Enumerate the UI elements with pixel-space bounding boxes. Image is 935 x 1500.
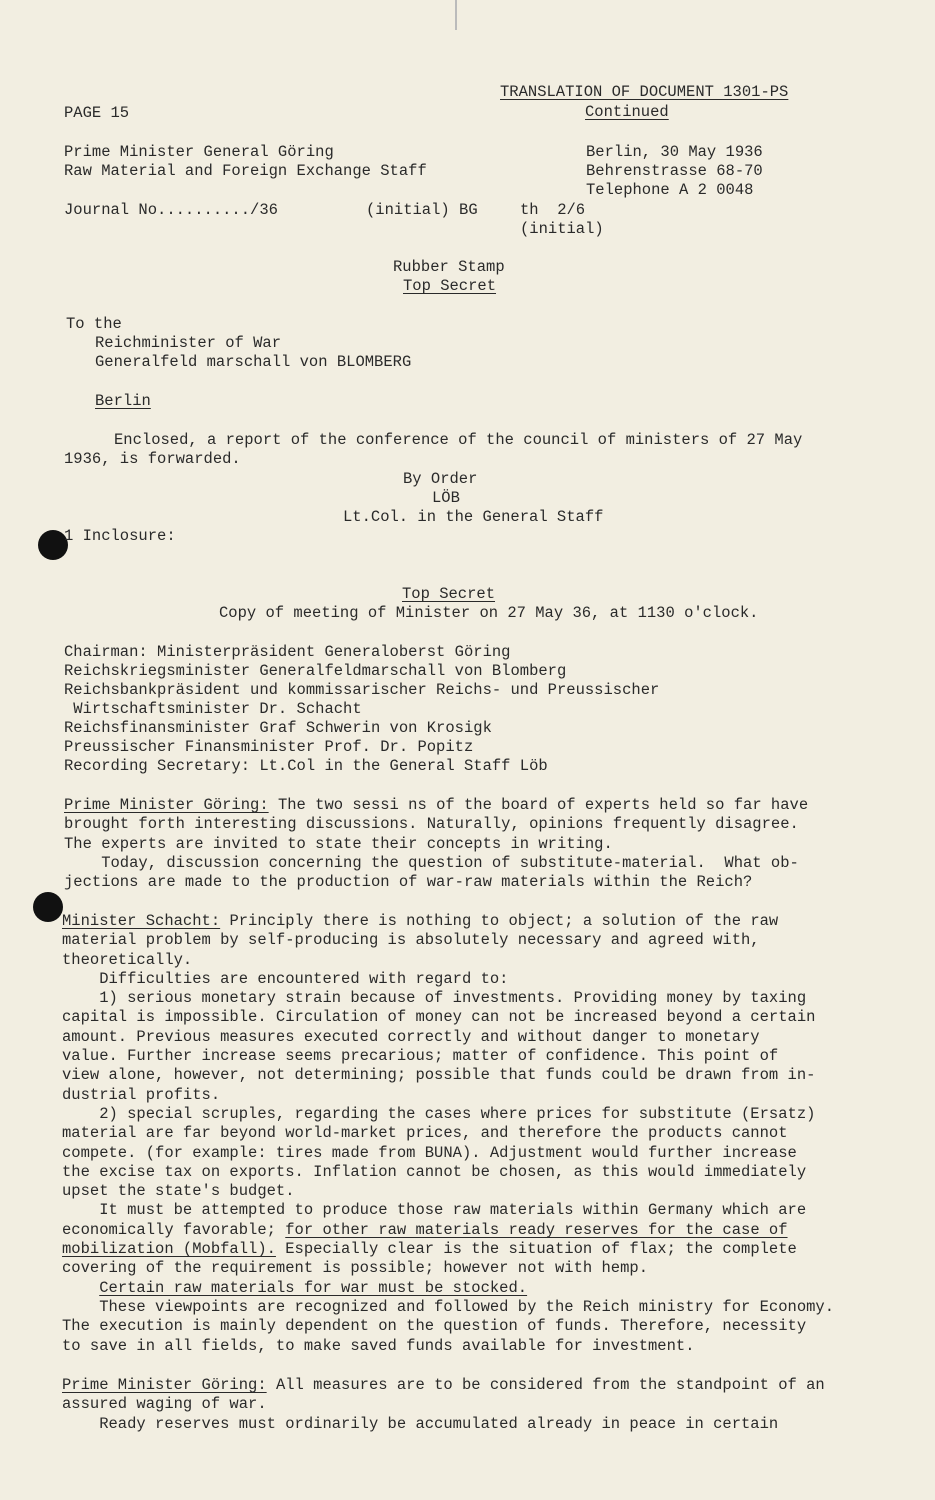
speaker-schacht: Minister Schacht:	[62, 912, 221, 930]
inclosure-label: 1 Inclosure:	[64, 527, 176, 545]
signatory-name: LÖB	[432, 489, 460, 507]
stamp-top-secret: Top Secret	[403, 277, 497, 295]
paragraph-schacht-text-1: Principly there is nothing to object; a solution of the raw material problem by self-producing is absolutely necessary and agreed with, theoretically. Difficulties are encountered with regard to: 1) serious monetary strain because of investments. Providing money by taxing capital is impossible. Circulation of money can not be increased beyond a certain amount. Previous measures executed correctly and without danger to monetary value. Further increase seems precarious; matter of confidence. This point of view alone, however, not determining; possible that funds could be drawn from in- dustrial profits. 2) special scruples, regarding the cases where prices for substitute (Ersatz) material are far beyond world-market prices, and therefore the products cannot compete. (for example: tires made from BUNA). Adjustment would further increase the excise tax on exports. Inflation cannot be chosen, as this would immediately upset the state's budget. It must be attempted to produce those raw materials within Germany which are economically favorable;	[62, 912, 816, 1239]
participant-0: Chairman: Ministerpräsident Generaloberst Göring	[64, 643, 511, 661]
meeting-title: Copy of meeting of Minister on 27 May 36, at 1130 o'clock.	[219, 604, 759, 622]
initial-label: (initial)	[520, 220, 604, 238]
paragraph-schacht-underline-2: Certain raw materials for war must be stocked.	[99, 1278, 528, 1297]
continued-label: Continued	[585, 103, 669, 121]
recipient-line-2: Generalfeld marschall von BLOMBERG	[95, 353, 412, 371]
cover-letter-text: Enclosed, a report of the conference of the council of ministers of 27 May 1936, is forwarded.	[64, 431, 803, 469]
signatory-rank: Lt.Col. in the General Staff	[343, 508, 604, 526]
recipient-city: Berlin	[95, 392, 151, 410]
paragraph-schacht-text-3: These viewpoints are recognized and followed by the Reich ministry for Economy. The execution is mainly dependent on the question of funds. Therefore, necessity to save in all fields, to make saved funds available for investment.	[62, 1297, 835, 1355]
address-line-3: Telephone A 2 0048	[586, 181, 754, 199]
participant-3: Wirtschaftsminister Dr. Schacht	[64, 700, 362, 718]
stamp-label: Rubber Stamp	[393, 258, 505, 276]
address-line-1: Berlin, 30 May 1936	[586, 143, 763, 161]
by-order: By Order	[403, 470, 478, 488]
punch-hole-bottom	[33, 892, 63, 922]
meeting-top-secret: Top Secret	[402, 585, 496, 603]
initial-bg: (initial) BG	[366, 201, 478, 219]
recipient-line-1: Reichminister of War	[95, 334, 282, 352]
paragraph-schacht-underline-1: for other raw materials ready reserves for the case of mobilization (Mobfall).	[62, 1220, 788, 1259]
journal-number: Journal No........../36	[64, 201, 278, 219]
participant-2: Reichsbankpräsident und kommissarischer Reichs- und Preussischer	[64, 681, 660, 699]
fold-mark	[455, 0, 457, 30]
participant-6: Recording Secretary: Lt.Col in the General Staff Löb	[64, 757, 548, 775]
recipient-to: To the	[66, 315, 122, 333]
sender-line-1: Prime Minister General Göring	[64, 143, 334, 161]
th-date: th 2/6	[520, 201, 586, 219]
sender-line-2: Raw Material and Foreign Exchange Staff	[64, 162, 427, 180]
translation-title: TRANSLATION OF DOCUMENT 1301-PS	[500, 83, 789, 101]
paragraph-goring-2	[62, 1376, 825, 1434]
paragraph-goring-1-text: The two sessi ns of the board of experts held so far have brought forth interesting discussions. Naturally, opinions frequently disagree. The experts are invited to state their concepts in writing. Today, discussion concerning the question of substitute-material. What ob- jections are made to the production of war-raw materials within the Reich?	[64, 796, 809, 892]
cover-letter-body	[64, 431, 802, 470]
paragraph-schacht	[62, 912, 834, 1356]
address-line-2: Behrenstrasse 68-70	[586, 162, 763, 180]
paragraph-goring-2-text: All measures are to be considered from the standpoint of an assured waging of war. Ready reserves must ordinarily be accumulated already in peace in certain	[62, 1376, 825, 1433]
page-label: PAGE 15	[64, 104, 130, 122]
paragraph-goring-1	[64, 796, 808, 892]
participant-1: Reichskriegsminister Generalfeldmarschall von Blomberg	[64, 662, 567, 680]
participant-4: Reichsfinansminister Graf Schwerin von Krosigk	[64, 719, 492, 737]
speaker-goring-2: Prime Minister Göring:	[62, 1376, 267, 1394]
paragraph-schacht-text-2: Especially clear is the situation of flax; the complete covering of the requirement is possible; however not with hemp.	[62, 1240, 797, 1278]
participant-5: Preussischer Finansminister Prof. Dr. Popitz	[64, 738, 474, 756]
speaker-goring-1: Prime Minister Göring:	[64, 796, 269, 814]
